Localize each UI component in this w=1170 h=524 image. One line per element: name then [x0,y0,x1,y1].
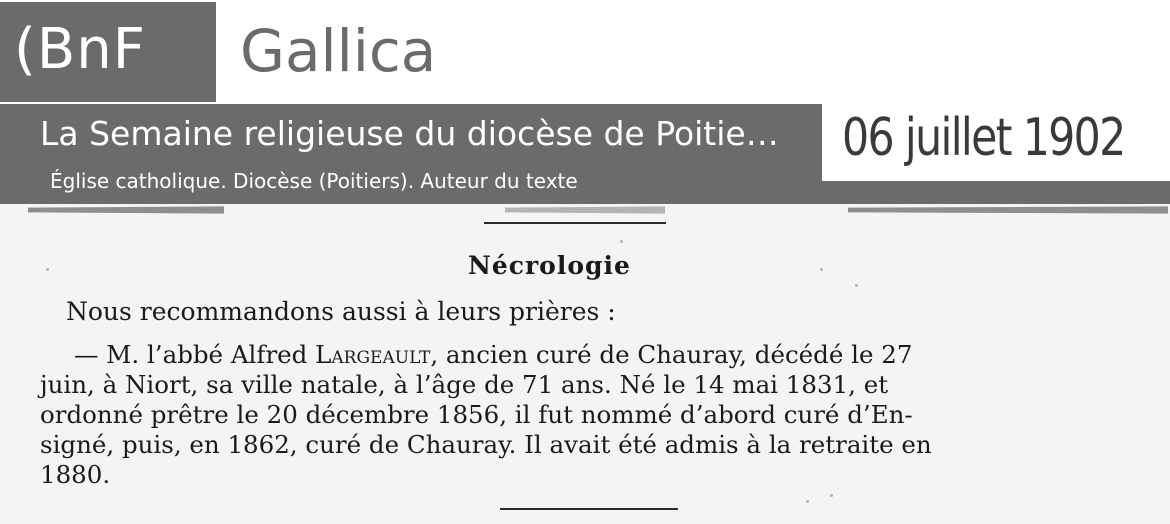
cut-text-fragment [848,204,1168,216]
notice-line: — M. l’abbé Alfred Largeault, ancien curé de Chauray, décédé le 27 [74,340,913,369]
scan-speck [806,500,809,503]
notice-line: 1880. [40,460,111,489]
notice-line: signé, puis, en 1862, curé de Chauray. Il avait été admis à la retraite en [40,430,932,459]
section-divider [484,222,666,224]
scan-speck [855,284,858,287]
notice-line: ordonné prêtre le 20 décembre 1856, il fut nommé d’abord curé d’En- [40,400,913,429]
surname: Largeault [315,340,431,369]
scan-speck [620,240,623,243]
obituary-notice [40,340,1144,490]
intro-paragraph: Nous recommandons aussi à leurs prières : [66,297,616,326]
section-heading: Nécrologie [468,251,631,280]
bnf-logo-box[interactable] [0,2,216,102]
notice-line: juin, à Niort, sa ville natale, à l’âge de 71 ans. Né le 14 mai 1831, et [40,370,889,399]
scan-speck [46,268,49,271]
gallica-logo[interactable]: Gallica [240,17,437,85]
section-divider [500,508,678,510]
cut-text-fragment [28,204,224,216]
bnf-logo: (BnF [14,17,146,82]
issue-date: 06 juillet 1902 [842,108,1125,168]
scan-speck [820,268,823,271]
scan-speck [830,494,833,497]
publication-title[interactable]: La Semaine religieuse du diocèse de Poitie… [40,114,779,153]
cut-text-fragment [505,204,665,216]
publication-author[interactable]: Église catholique. Diocèse (Poitiers). Auteur du texte [50,169,578,193]
